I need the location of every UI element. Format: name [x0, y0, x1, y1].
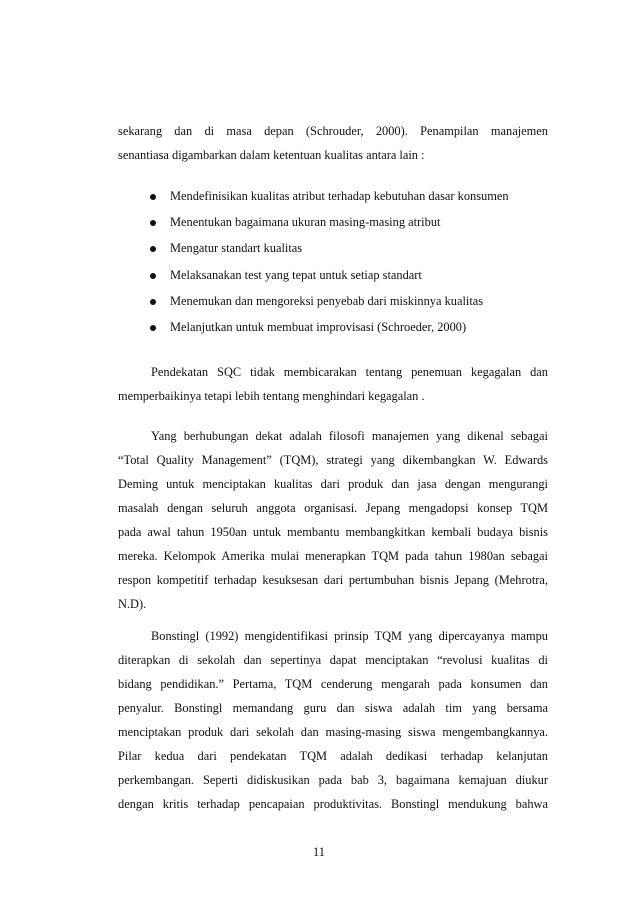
paragraph-line: diterapkan di sekolah dan sepertinya dapat menciptakan “revolusi kualitas di — [118, 653, 548, 667]
paragraph-line: senantiasa digambarkan dalam ketentuan kualitas antara lain : — [118, 148, 425, 162]
paragraph-1 — [118, 119, 548, 167]
bullet-text: Melaksanakan test yang tepat untuk setiap standart — [170, 267, 422, 282]
paragraph-line: menciptakan produk dari sekolah dan masing-masing siswa mengembangkannya. — [118, 725, 548, 739]
bullet-item — [150, 318, 548, 344]
paragraph-line: “Total Quality Management” (TQM), strategi yang dikembangkan W. Edwards — [118, 453, 548, 467]
bullet-text: Menentukan bagaimana ukuran masing-masing atribut — [170, 215, 441, 230]
bullet-icon — [150, 299, 156, 305]
paragraph-line: perkembangan. Seperti didiskusikan pada bab 3, bagaimana kemajuan diukur — [118, 773, 548, 787]
paragraph-line: dengan kritis terhadap pencapaian produktivitas. Bonstingl mendukung bahwa — [118, 797, 548, 811]
bullet-icon — [150, 194, 156, 200]
paragraph-line: masalah dengan seluruh anggota organisasi. Jepang mengadopsi konsep TQM — [118, 501, 548, 515]
bullet-icon — [150, 273, 156, 279]
paragraph-4 — [118, 624, 548, 816]
paragraph-2 — [118, 360, 548, 408]
paragraph-3 — [118, 424, 548, 616]
paragraph-line: mereka. Kelompok Amerika mulai menerapkan TQM pada tahun 1980an sebagai — [118, 549, 548, 563]
bullet-list — [150, 187, 548, 344]
paragraph-line: sekarang dan di masa depan (Schrouder, 2000). Penampilan manajemen — [118, 124, 548, 138]
paragraph-line: N.D). — [118, 597, 147, 611]
paragraph-line: Pendekatan SQC tidak membicarakan tentang penemuan kegagalan dan — [151, 365, 548, 379]
page-number: 11 — [313, 845, 325, 859]
paragraph-line: Pilar kedua dari pendekatan TQM adalah dedikasi terhadap kelanjutan — [118, 749, 548, 763]
paragraph-line: Deming untuk menciptakan kualitas dari produk dan jasa dengan mengurangi — [118, 477, 548, 491]
paragraph-line: penyalur. Bonstingl memandang guru dan siswa adalah tim yang bersama — [118, 701, 548, 715]
bullet-item — [150, 292, 548, 318]
paragraph-line: Bonstingl (1992) mengidentifikasi prinsip TQM yang dipercayanya mampu — [151, 629, 548, 643]
paragraph-line: respon kompetitif terhadap kesuksesan dari pertumbuhan bisnis Jepang (Mehrotra, — [118, 573, 548, 587]
paragraph-line: memperbaikinya tetapi lebih tentang menghindari kegagalan . — [118, 389, 425, 403]
bullet-text: Melanjutkan untuk membuat improvisasi (Schroeder, 2000) — [170, 319, 467, 334]
bullet-text: Menemukan dan mengoreksi penyebab dari miskinnya kualitas — [170, 293, 484, 308]
bullet-icon — [150, 220, 156, 226]
bullet-text: Mengatur standart kualitas — [170, 241, 303, 256]
bullet-text: Mendefinisikan kualitas atribut terhadap kebutuhan dasar konsumen — [170, 189, 509, 203]
bullet-item — [150, 187, 548, 213]
bullet-icon — [150, 246, 156, 252]
paragraph-line: Yang berhubungan dekat adalah filosofi manajemen yang dikenal sebagai — [151, 429, 548, 443]
bullet-item — [150, 239, 548, 265]
bullet-item — [150, 266, 548, 292]
paragraph-line: bidang pendidikan.” Pertama, TQM cenderung mengarah pada konsumen dan — [118, 677, 548, 691]
paragraph-line: pada awal tahun 1950an untuk membantu membangkitkan kembali budaya bisnis — [118, 525, 548, 539]
bullet-item — [150, 213, 548, 239]
bullet-icon — [150, 325, 156, 331]
